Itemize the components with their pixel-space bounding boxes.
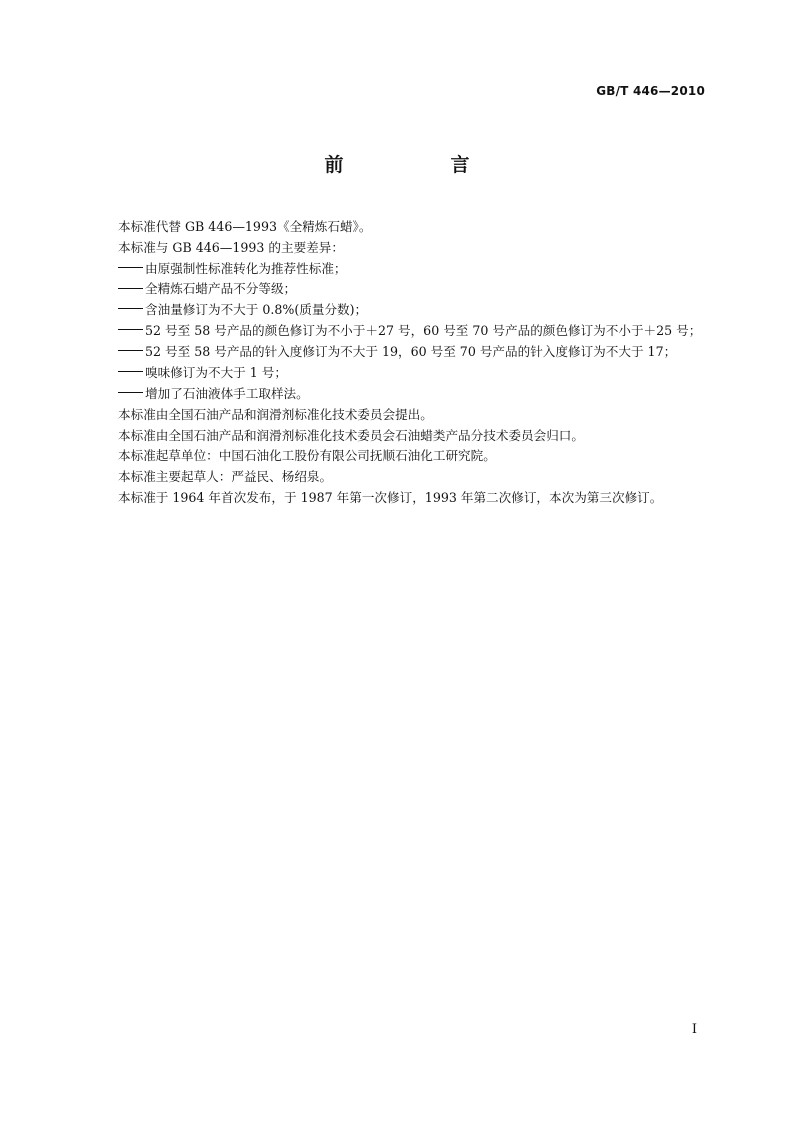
difference-item [118, 384, 708, 405]
paragraph-replaces: 本标准代替 GB 446—1993《全精炼石蜡》。 [118, 219, 372, 234]
difference-text: 嗅味修订为不大于 1 号； [145, 365, 287, 381]
paragraph-under-jurisdiction: 本标准由全国石油产品和润滑剂标准化技术委员会石油蜡类产品分技术委员会归口。 [118, 427, 584, 443]
paragraph-differences-intro: 本标准与 GB 446—1993 的主要差异： [118, 239, 344, 255]
paragraph-drafting-unit: 本标准起草单位：中国石油化工股份有限公司抚顺石油化工研究院。 [118, 448, 496, 464]
difference-item [118, 300, 708, 321]
standard-number: GB/T 446—2010 [596, 84, 705, 98]
difference-item [118, 279, 708, 300]
foreword-body [118, 217, 708, 509]
difference-text: 52 号至 58 号产品的针入度修订为不大于 19，60 号至 70 号产品的针入度修订为不大于 17； [145, 344, 677, 360]
difference-text: 全精炼石蜡产品不分等级； [145, 281, 297, 297]
page-title: 前 言 [324, 154, 514, 176]
dash-marker [118, 259, 145, 280]
difference-item [118, 259, 708, 280]
dash-marker [118, 384, 145, 405]
difference-text: 由原强制性标准转化为推荐性标准； [145, 260, 347, 276]
dash-marker [118, 363, 145, 384]
difference-text: 增加了石油液体手工取样法。 [145, 385, 309, 401]
page-number: I [691, 1022, 697, 1037]
difference-item [118, 321, 708, 342]
difference-text: 含油量修订为不大于 0.8%(质量分数)； [145, 302, 368, 318]
difference-text: 52 号至 58 号产品的颜色修订为不小于＋27 号，60 号至 70 号产品的颜色修订为不小于＋25 号； [145, 323, 702, 339]
difference-item [118, 363, 708, 384]
dash-marker [118, 342, 145, 363]
dash-marker [118, 300, 145, 321]
paragraph-history: 本标准于 1964 年首次发布，于 1987 年第一次修订，1993 年第二次修订，本次为第三次修订。 [118, 490, 663, 506]
difference-item [118, 342, 708, 363]
paragraph-proposed-by: 本标准由全国石油产品和润滑剂标准化技术委员会提出。 [118, 406, 433, 422]
dash-marker [118, 321, 145, 342]
dash-marker [118, 280, 145, 301]
paragraph-drafters: 本标准主要起草人：严益民、杨绍泉。 [118, 469, 333, 485]
